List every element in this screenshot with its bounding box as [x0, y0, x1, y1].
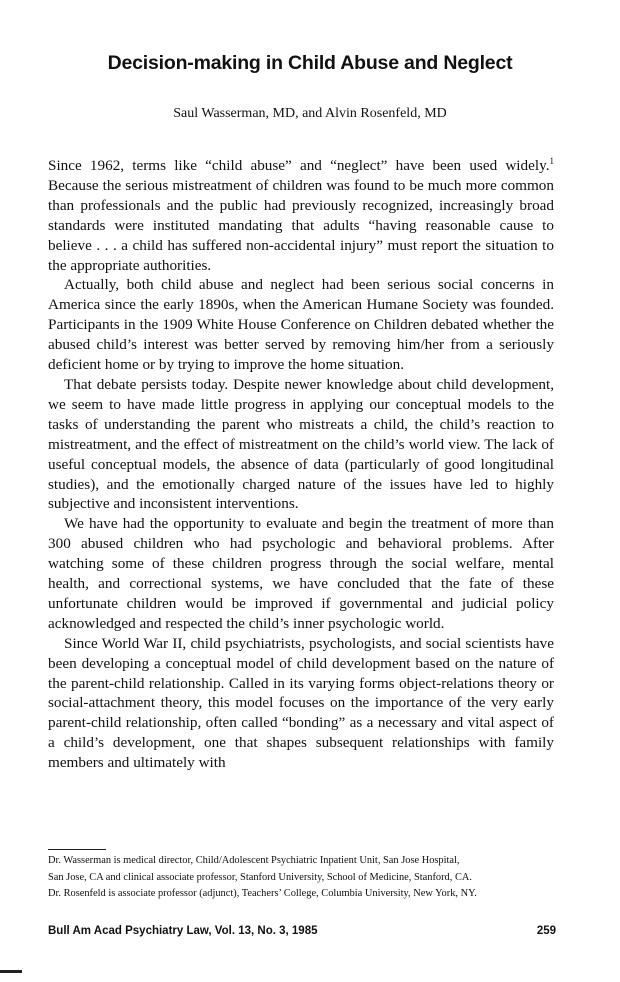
- footnote-marker: 1: [549, 156, 554, 166]
- footnote-line: San Jose, CA and clinical associate professor, Stanford University, School of Medicine, Stanford, CA.: [48, 871, 472, 883]
- scan-edge-mark: [0, 970, 22, 973]
- paragraph-1-text: Since 1962, terms like “child abuse” and “neglect” have been used widely.: [48, 157, 550, 174]
- author-footnote: [48, 853, 558, 903]
- footnote-divider: [48, 849, 106, 850]
- page-number: 259: [536, 925, 556, 937]
- page-footer: [48, 925, 556, 937]
- paragraph-1: [48, 156, 554, 275]
- article-authors: Saul Wasserman, MD, and Alvin Rosenfeld, MD: [173, 106, 447, 121]
- journal-citation: Bull Am Acad Psychiatry Law, Vol. 13, No. 3, 1985: [48, 925, 318, 937]
- paragraph-1-rest: Because the serious mistreatment of children was found to be much more common than professionals and the public had previously recognized, increasingly broad standards were instituted mandating that adults “having reasonable cause to believe . . . a child has suffered non-accidental injury” must report the situation to the appropriate authorities.: [48, 176, 554, 274]
- paragraph-5: Since World War II, child psychiatrists, psychologists, and social scientists have been developing a conceptual model of child development based on the nature of the parent-child relationship. Called in its varying forms object-relations theory or social-attachment theory, this model focuses on the importance of the very early parent-child relationship, often called “bonding” as a necessary and vital aspect of a child’s development, one that shapes subsequent relationships with family members and ultimately with: [48, 634, 554, 772]
- article-body: [48, 156, 554, 773]
- paragraph-2: Actually, both child abuse and neglect had been serious social concerns in America since the early 1890s, when the American Humane Society was founded. Participants in the 1909 White House Conference on Children debated whether the abused child’s interest was better served by removing him/her from a seriously deficient home or by trying to improve the home situation.: [48, 276, 554, 374]
- article-title: Decision-making in Child Abuse and Neglect: [107, 52, 513, 74]
- paragraph-4: We have had the opportunity to evaluate and begin the treatment of more than 300 abused children who had psychologic and behavioral problems. After watching some of these children progress through the social welfare, mental health, and correctional systems, we have concluded that the fate of these unfortunate children would be improved if governmental and judicial policy acknowledged and respected the child’s inner psychologic world.: [48, 515, 554, 632]
- paragraph-3: That debate persists today. Despite newer knowledge about child development, we seem to have made little progress in applying our conceptual models to the tasks of understanding the parent who mistreats a child, the child’s reaction to mistreatment, and the effect of mistreatment on the child’s world view. The lack of useful conceptual models, the absence of data (particularly of good longitudinal studies), and the emotionally charged nature of the issues have led to highly subjective and inconsistent interventions.: [48, 375, 554, 513]
- footnote-line: Dr. Rosenfeld is associate professor (adjunct), Teachers’ College, Columbia University, New York, NY.: [48, 888, 477, 900]
- footnote-line: Dr. Wasserman is medical director, Child/Adolescent Psychiatric Inpatient Unit, San Jose Hospital,: [48, 855, 460, 866]
